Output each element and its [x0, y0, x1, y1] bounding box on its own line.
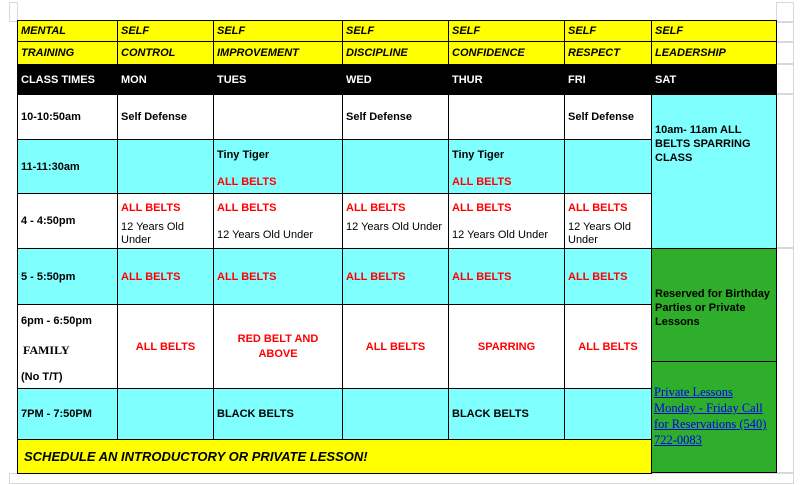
col-mon: MON [117, 64, 214, 95]
header-self-2: SELF [213, 20, 343, 42]
header-training: TRAINING [17, 41, 118, 65]
header-improvement: IMPROVEMENT [213, 41, 343, 65]
empty-cell [342, 388, 449, 440]
belt-label: ALL BELTS [564, 304, 652, 389]
time-11am: 11-11:30am [17, 139, 118, 194]
empty-cell [564, 139, 652, 194]
belt-label: RED BELT AND ABOVE [213, 304, 343, 389]
class-label: SPARRING [448, 304, 565, 389]
belt-label: ALL BELTS [217, 202, 277, 214]
belt-label: ALL BELTS [342, 248, 449, 305]
belt-label: ALL BELTS [117, 248, 214, 305]
belt-label: ALL BELTS [121, 202, 181, 214]
col-wed: WED [342, 64, 449, 95]
class-cell-thur [448, 139, 565, 194]
family-note: (No T/T) [21, 371, 63, 383]
col-fri: FRI [564, 64, 652, 95]
col-class-times: CLASS TIMES [17, 64, 118, 95]
time-6pm-cell [17, 304, 118, 389]
class-title: Tiny Tiger [217, 149, 270, 161]
belt-label: ALL BELTS [342, 304, 449, 389]
header-mental: MENTAL [17, 20, 118, 42]
belt-label: ALL BELTS [452, 202, 512, 214]
time-7pm: 7PM - 7:50PM [17, 388, 118, 440]
header-control: CONTROL [117, 41, 214, 65]
saturday-private [651, 361, 777, 473]
class-label: BLACK BELTS [213, 388, 343, 440]
class-cell-wed [342, 193, 449, 249]
class-cell-tues [213, 193, 343, 249]
grid-cell [776, 2, 794, 22]
banner-schedule-lesson: SCHEDULE AN INTRODUCTORY OR PRIVATE LESSON! [17, 439, 652, 474]
header-leadership: LEADERSHIP [651, 41, 777, 65]
header-self-3: SELF [342, 20, 449, 42]
class-label: Self Defense [568, 111, 635, 123]
family-label: FAMILY [23, 343, 70, 357]
empty-cell [564, 388, 652, 440]
header-respect: RESPECT [564, 41, 652, 65]
empty-cell [213, 94, 343, 140]
saturday-sparring-text: 10am- 11am ALL BELTS SPARRING CLASS [655, 124, 751, 164]
belt-label: ALL BELTS [213, 248, 343, 305]
saturday-reserved [651, 248, 777, 362]
header-self-6: SELF [651, 20, 777, 42]
class-cell-mon [117, 193, 214, 249]
time-6pm: 6pm - 6:50pm [21, 315, 92, 327]
grid-cell [776, 64, 794, 94]
col-tues: TUES [213, 64, 343, 95]
header-self-5: SELF [564, 20, 652, 42]
class-label: Self Defense [121, 111, 188, 123]
class-cell-tues [213, 139, 343, 194]
belt-label: ALL BELTS [217, 176, 277, 188]
col-thur: THUR [448, 64, 565, 95]
class-cell-thur [448, 193, 565, 249]
empty-cell [117, 388, 214, 440]
grid-cell [9, 2, 18, 22]
time-5pm: 5 - 5:50pm [17, 248, 118, 305]
class-cell-mon [117, 94, 214, 140]
col-sat: SAT [651, 64, 777, 95]
time-4pm: 4 - 4:50pm [17, 193, 118, 249]
belt-label: ALL BELTS [346, 202, 406, 214]
class-cell-wed [342, 94, 449, 140]
age-note: 12 Years Old Under [452, 229, 549, 241]
belt-label: ALL BELTS [452, 176, 512, 188]
empty-cell [342, 139, 449, 194]
belt-label: ALL BELTS [564, 248, 652, 305]
header-self-4: SELF [448, 20, 565, 42]
header-confidence: CONFIDENCE [448, 41, 565, 65]
saturday-sparring [651, 94, 777, 249]
grid-cell [776, 42, 794, 64]
belt-label: ALL BELTS [448, 248, 565, 305]
class-title: Tiny Tiger [452, 149, 505, 161]
saturday-reserved-text: Reserved for Birthday Parties or Private Lessons [655, 288, 770, 328]
time-10am: 10-10:50am [17, 94, 118, 140]
class-cell-fri [564, 193, 652, 249]
belt-label: ALL BELTS [568, 202, 628, 214]
class-cell-fri [564, 94, 652, 140]
header-self-1: SELF [117, 20, 214, 42]
grid-cell [776, 248, 794, 473]
age-note: 12 Years Old Under [121, 221, 184, 246]
empty-cell [117, 139, 214, 194]
age-note: 12 Years Old Under [568, 221, 631, 246]
age-note: 12 Years Old Under [217, 229, 314, 241]
empty-cell [448, 94, 565, 140]
grid-cell [776, 22, 794, 42]
belt-label: ALL BELTS [117, 304, 214, 389]
grid-cell [776, 94, 794, 248]
grid-cell [9, 473, 794, 484]
header-discipline: DISCIPLINE [342, 41, 449, 65]
class-label: Self Defense [346, 111, 413, 123]
private-lessons-link[interactable]: Private Lessons Monday - Friday Call for Reservations (540) 722-0083 [654, 385, 767, 447]
class-label: BLACK BELTS [448, 388, 565, 440]
age-note: 12 Years Old Under [346, 221, 443, 233]
